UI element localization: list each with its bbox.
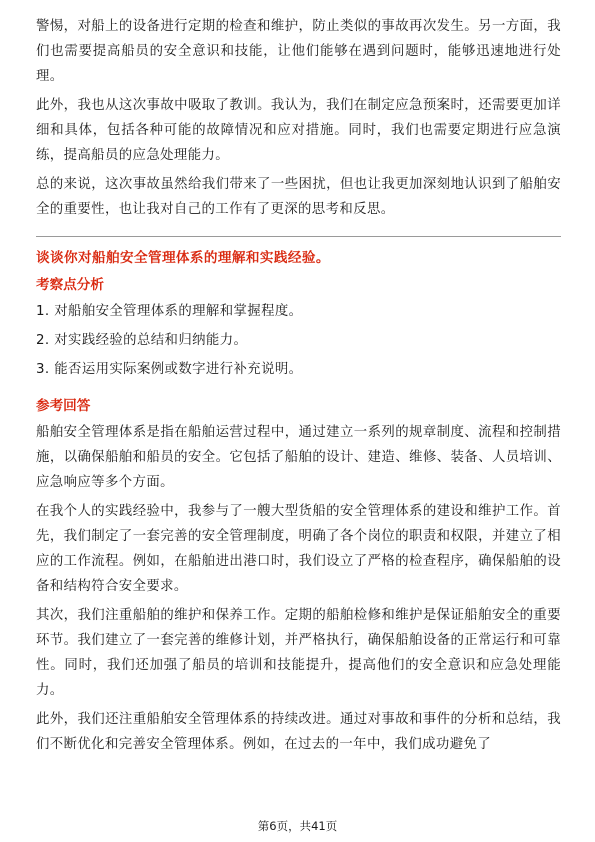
analysis-item: 1. 对船舶安全管理体系的理解和掌握程度。 [36,304,303,319]
intro-paragraph-3: 总的来说，这次事故虽然给我们带来了一些困扰，但也让我更加深刻地认识到了船舶安全的重要性，也让我对自己的工作有了更深的思考和反思。 [36,177,561,217]
intro-paragraph-2: 此外，我也从这次事故中吸取了教训。我认为，我们在制定应急预案时，还需要更加详细和具体，包括各种可能的故障情况和应对措施。同时，我们也需要定期进行应急演练，提高船员的应急处理能力。 [36,98,561,163]
answer-paragraph-1: 船舶安全管理体系是指在船舶运营过程中，通过建立一系列的规章制度、流程和控制措施，以确保船舶和船员的安全。它包括了船舶的设计、建造、维修、装备、人员培训、应急响应等多个方面。 [36,425,561,490]
question-heading: 谈谈你对船舶安全管理体系的理解和实践经验。 [36,250,330,266]
section-divider [36,236,561,237]
analysis-item: 3. 能否运用实际案例或数字进行补充说明。 [36,362,303,377]
answer-paragraph-4: 此外，我们还注重船舶安全管理体系的持续改进。通过对事故和事件的分析和总结，我们不断优化和完善安全管理体系。例如，在过去的一年中，我们成功避免了 [36,712,561,752]
analysis-heading: 考察点分析 [36,277,104,293]
intro-paragraph-1: 警惕，对船上的设备进行定期的检查和维护，防止类似的事故再次发生。另一方面，我们也需要提高船员的安全意识和技能，让他们能够在遇到问题时，能够迅速地进行处理。 [36,19,561,84]
answer-heading: 参考回答 [36,398,91,414]
answer-paragraph-2: 在我个人的实践经验中，我参与了一艘大型货船的安全管理体系的建设和维护工作。首先，我们制定了一套完善的安全管理制度，明确了各个岗位的职责和权限，并建立了相应的工作流程。例如，在船舶进出港口时，我们设立了严格的检查程序，确保船舶的设备和结构符合安全要求。 [36,504,561,594]
answer-paragraph-3: 其次，我们注重船舶的维护和保养工作。定期的船舶检修和维护是保证船舶安全的重要环节。我们建立了一套完善的维修计划，并严格执行，确保船舶设备的正常运行和可靠性。同时，我们还加强了船员的培训和技能提升，提高他们的安全意识和应急处理能力。 [36,608,561,698]
page-content [36,14,561,761]
analysis-item: 2. 对实践经验的总结和归纳能力。 [36,333,248,348]
analysis-list [36,299,561,382]
page-number-footer: 第6页，共41页 [257,819,338,833]
